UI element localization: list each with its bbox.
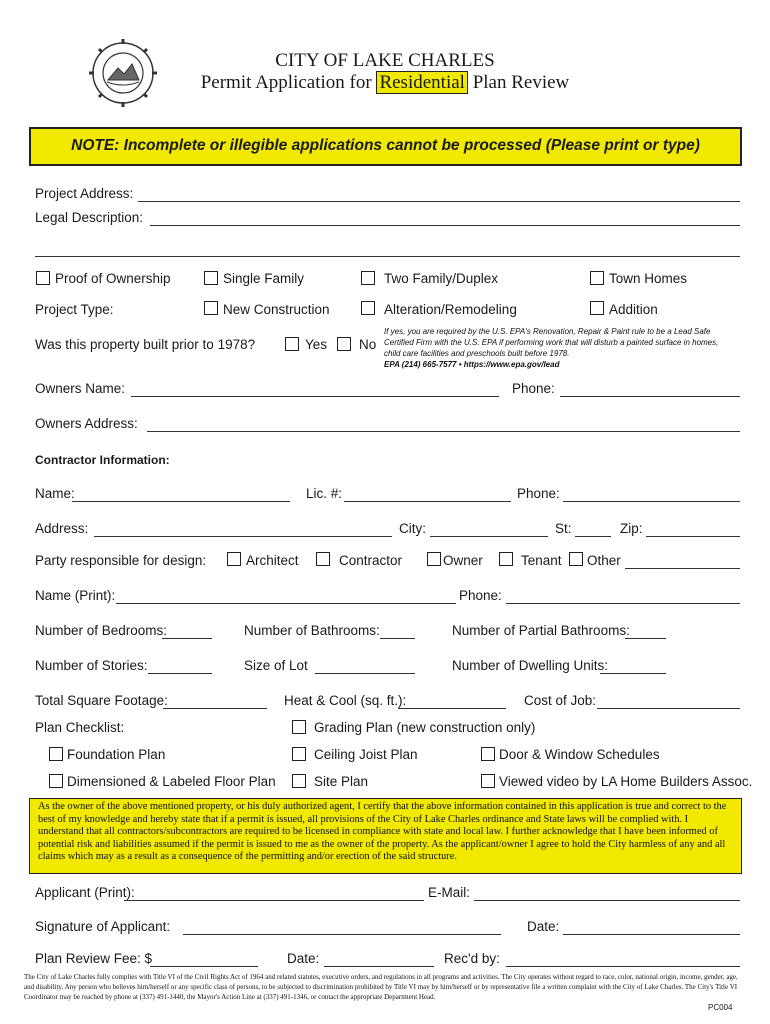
owners-phone-field[interactable]: [560, 396, 740, 397]
recd-by-label: Rec'd by:: [444, 951, 500, 966]
heat-cool-field[interactable]: [398, 708, 506, 709]
built-1978-label: Was this property built prior to 1978?: [35, 337, 256, 352]
video-label: Viewed video by LA Home Builders Assoc.: [499, 774, 753, 789]
applicant-print-label: Applicant (Print):: [35, 885, 135, 900]
contractor-phone-field[interactable]: [563, 501, 740, 502]
contractor-zip-label: Zip:: [620, 521, 643, 536]
two-family-checkbox[interactable]: [361, 271, 375, 285]
review-date-label: Date:: [287, 951, 320, 966]
proof-ownership-label: Proof of Ownership: [55, 271, 171, 286]
alteration-label: Alteration/Remodeling: [384, 302, 517, 317]
note-text: NOTE: Incomplete or illegible applications cannot be processed (Please print or type): [71, 137, 700, 154]
town-homes-label: Town Homes: [609, 271, 688, 286]
party-design-label: Party responsible for design:: [35, 553, 207, 568]
foundation-checkbox[interactable]: [49, 747, 63, 761]
ceiling-joist-checkbox[interactable]: [292, 747, 306, 761]
lead-notice: [384, 326, 718, 370]
applicant-print-field[interactable]: [124, 900, 424, 901]
two-family-label: Two Family/Duplex: [384, 271, 499, 286]
cost-job-label: Cost of Job:: [524, 693, 597, 708]
name-print-label: Name (Print):: [35, 588, 116, 603]
contractor-phone-label: Phone:: [517, 486, 560, 501]
contractor-st-field[interactable]: [575, 536, 611, 537]
signature-date-label: Date:: [527, 919, 560, 934]
video-checkbox[interactable]: [481, 774, 495, 788]
title-vi-notice: The City of Lake Charles fully complies with Title VI of the Civil Rights Act of 1964 and related statutes, executive orders, and regulations in all programs and activities. The City operates without regard to race, color, national origin, income, gender, age, and disability. Any person who believes him/herself or any specific class of persons, to be subjected to discrimination prohibited by Title VI may by him/herself or by representative file a written complaint with the City of Lake Charles. The City's Title VI Coordinator may be reached by phone at (337) 491-1440, the Mayor's Action Line at (337) 491-1346, or contact the appropriate Department Head.: [24, 973, 738, 1001]
lead-line-4: EPA (214) 665-7577 • https://www.epa.gov/lead: [384, 360, 560, 369]
contractor-name-label: Name:: [35, 486, 75, 501]
alteration-checkbox[interactable]: [361, 301, 375, 315]
phone-2-label: Phone:: [459, 588, 502, 603]
signature-date-field[interactable]: [563, 934, 740, 935]
door-window-label: Door & Window Schedules: [499, 747, 660, 762]
form-code: PC004: [708, 1003, 733, 1012]
dwelling-units-field[interactable]: [600, 673, 666, 674]
legal-description-field[interactable]: [150, 225, 740, 226]
contractor-lic-label: Lic. #:: [306, 486, 343, 501]
plan-checklist-label: Plan Checklist:: [35, 720, 125, 735]
tenant-label: Tenant: [521, 553, 562, 568]
contractor-heading: Contractor Information:: [35, 453, 170, 467]
owner-label: Owner: [443, 553, 483, 568]
subtitle-pre: Permit Application for: [200, 72, 377, 93]
contractor-checkbox[interactable]: [316, 552, 330, 566]
architect-label: Architect: [246, 553, 299, 568]
owners-address-label: Owners Address:: [35, 416, 138, 431]
signature-label: Signature of Applicant:: [35, 919, 171, 934]
bathrooms-label: Number of Bathrooms:: [244, 623, 380, 638]
email-field[interactable]: [474, 900, 740, 901]
email-label: E-Mail:: [428, 885, 471, 900]
tenant-checkbox[interactable]: [499, 552, 513, 566]
bedrooms-field[interactable]: [162, 638, 212, 639]
size-lot-label: Size of Lot: [244, 658, 308, 673]
foundation-label: Foundation Plan: [67, 747, 166, 762]
project-address-label: Project Address:: [35, 186, 134, 201]
door-window-checkbox[interactable]: [481, 747, 495, 761]
phone-2-field[interactable]: [506, 603, 740, 604]
note-banner: [29, 127, 742, 166]
grading-checkbox[interactable]: [292, 720, 306, 734]
single-family-label: Single Family: [223, 271, 305, 286]
name-print-field[interactable]: [116, 603, 456, 604]
contractor-name-field[interactable]: [72, 501, 290, 502]
addition-label: Addition: [609, 302, 658, 317]
grading-label: Grading Plan (new construction only): [314, 720, 536, 735]
total-sqft-field[interactable]: [163, 708, 267, 709]
contractor-address-field[interactable]: [94, 536, 392, 537]
no-checkbox[interactable]: [337, 337, 351, 351]
ceiling-joist-label: Ceiling Joist Plan: [314, 747, 418, 762]
recd-by-field[interactable]: [506, 966, 740, 967]
form-subtitle: [0, 72, 770, 94]
other-label: Other: [587, 553, 621, 568]
lead-line-3: child care facilities and preschools built before 1978.: [384, 349, 570, 358]
site-plan-checkbox[interactable]: [292, 774, 306, 788]
other-field[interactable]: [625, 568, 740, 569]
stories-label: Number of Stories:: [35, 658, 148, 673]
contractor-city-label: City:: [399, 521, 426, 536]
architect-checkbox[interactable]: [227, 552, 241, 566]
owners-name-field[interactable]: [131, 396, 499, 397]
partial-bathrooms-field[interactable]: [625, 638, 666, 639]
owners-address-field[interactable]: [147, 431, 740, 432]
new-construction-label: New Construction: [223, 302, 330, 317]
certification-text: As the owner of the above mentioned property, or his duly authorized agent, I certify that the above information contained in this application is true and correct to the best of my knowledge and hereby state that if a permit is issued, all provisions of the City of Lake Charles ordinance and State laws will be complied with. I understand that all contractors/subcontractors are required to be licensed in compliance with state and local law. I further acknowledge that I have been informed of potential risk and liabilities assumed if the permit is issued to me as the owner of the property. As the applicant/owner I agree to hold the City harmless of any and all claims which may as a result as a consequence of the permitting and/or erection of the said structure.: [29, 798, 742, 874]
town-homes-checkbox[interactable]: [590, 271, 604, 285]
contractor-zip-field[interactable]: [646, 536, 740, 537]
single-family-checkbox[interactable]: [204, 271, 218, 285]
yes-checkbox[interactable]: [285, 337, 299, 351]
contractor-label: Contractor: [339, 553, 403, 568]
floor-plan-label: Dimensioned & Labeled Floor Plan: [67, 774, 276, 789]
contractor-city-field[interactable]: [430, 536, 548, 537]
review-fee-label: Plan Review Fee: $: [35, 951, 153, 966]
yes-label: Yes: [305, 337, 328, 352]
total-sqft-label: Total Square Footage:: [35, 693, 168, 708]
no-label: No: [359, 337, 377, 352]
cost-job-field[interactable]: [597, 708, 740, 709]
lead-line-1: If yes, you are required by the U.S. EPA's Renovation, Repair & Paint rule to be a Lead Safe: [384, 327, 711, 336]
proof-ownership-checkbox[interactable]: [36, 271, 50, 285]
heat-cool-label: Heat & Cool (sq. ft.):: [284, 693, 407, 708]
bathrooms-field[interactable]: [380, 638, 415, 639]
city-title: CITY OF LAKE CHARLES: [275, 50, 495, 71]
site-plan-label: Site Plan: [314, 774, 369, 789]
legal-description-field-2[interactable]: [35, 256, 740, 257]
owners-name-label: Owners Name:: [35, 381, 126, 396]
addition-checkbox[interactable]: [590, 301, 604, 315]
review-date-field[interactable]: [324, 966, 434, 967]
other-checkbox[interactable]: [569, 552, 583, 566]
stories-field[interactable]: [148, 673, 212, 674]
owners-phone-label: Phone:: [512, 381, 555, 396]
contractor-st-label: St:: [555, 521, 572, 536]
contractor-address-label: Address:: [35, 521, 89, 536]
project-type-label: Project Type:: [35, 302, 114, 317]
subtitle-highlight: Residential: [376, 71, 467, 94]
review-fee-field[interactable]: [150, 966, 258, 967]
signature-field[interactable]: [183, 934, 501, 935]
owner-checkbox[interactable]: [427, 552, 441, 566]
contractor-lic-field[interactable]: [344, 501, 511, 502]
project-address-field[interactable]: [138, 201, 740, 202]
dwelling-units-label: Number of Dwelling Units:: [452, 658, 609, 673]
bedrooms-label: Number of Bedrooms:: [35, 623, 168, 638]
legal-description-label: Legal Description:: [35, 210, 144, 225]
partial-bathrooms-label: Number of Partial Bathrooms:: [452, 623, 630, 638]
subtitle-post: Plan Review: [467, 72, 570, 93]
size-lot-field[interactable]: [315, 673, 415, 674]
new-construction-checkbox[interactable]: [204, 301, 218, 315]
floor-plan-checkbox[interactable]: [49, 774, 63, 788]
lead-line-2: Certified Firm with the U.S. EPA if performing work that will disturb a painted surface in homes,: [384, 338, 719, 347]
